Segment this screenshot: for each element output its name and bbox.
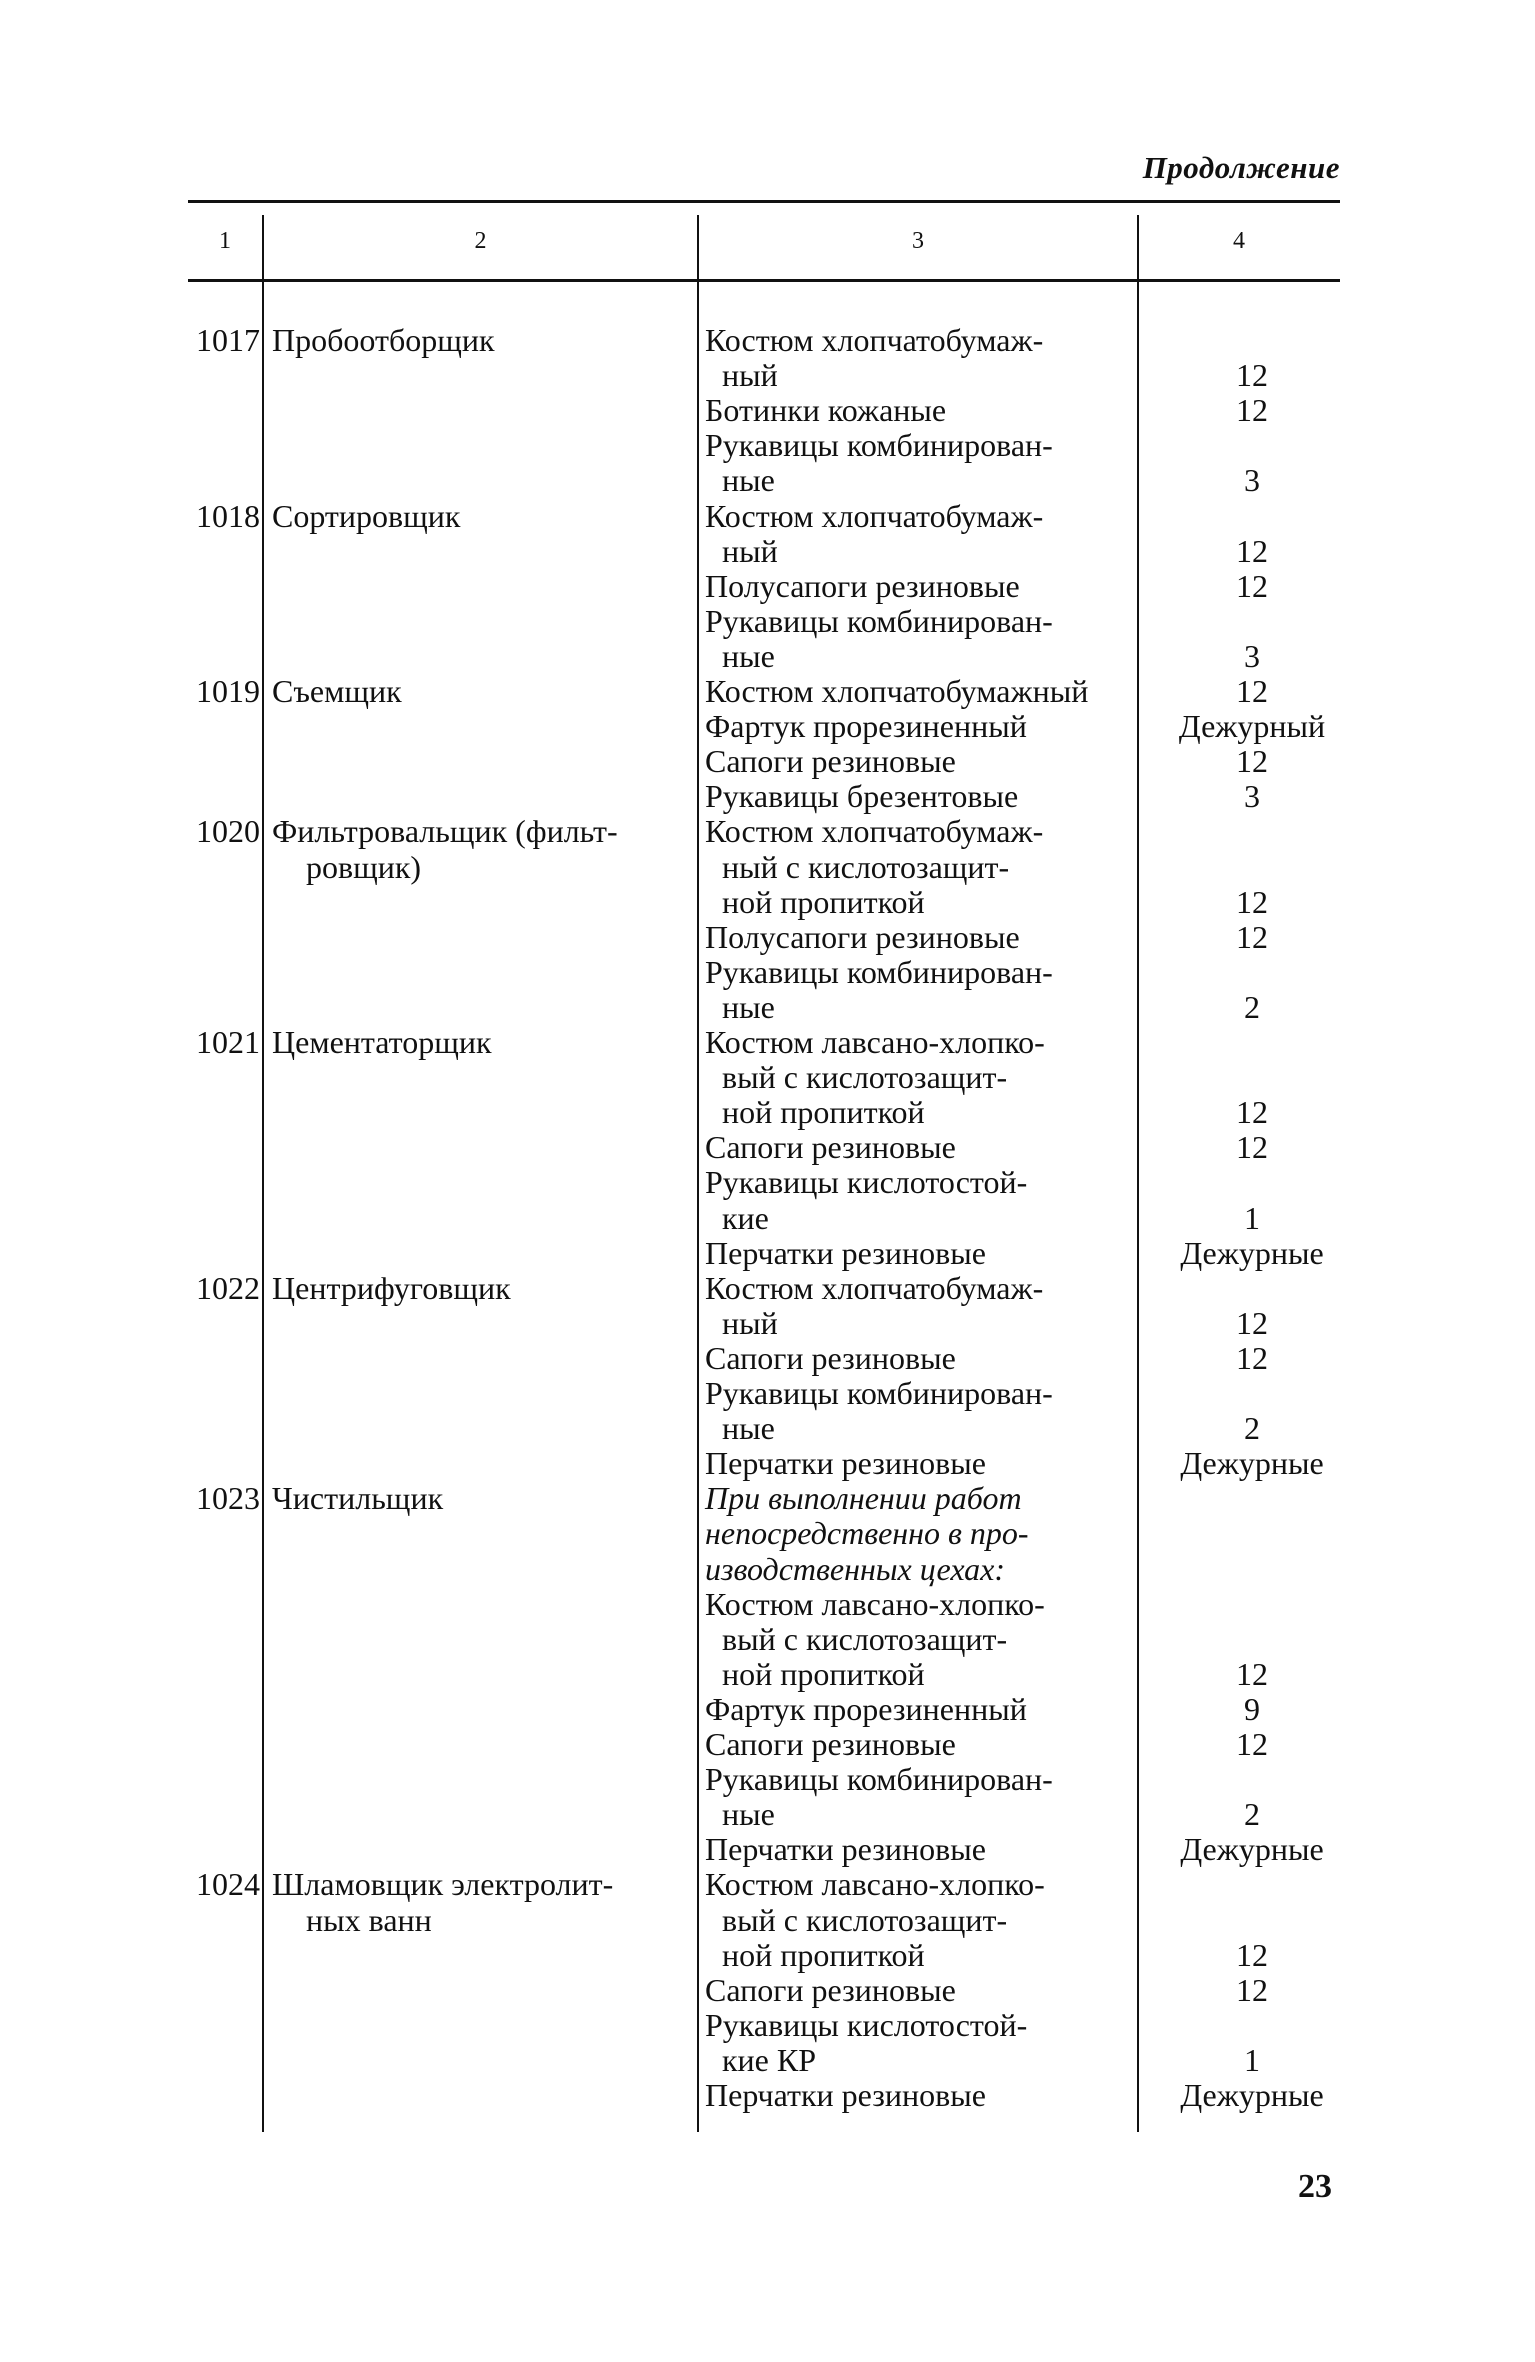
wear-period: 3 <box>1244 462 1260 499</box>
column-header: 3 <box>912 228 924 254</box>
wear-period: 12 <box>1236 673 1268 709</box>
item-name: Перчатки резиновые <box>705 1445 986 1482</box>
wear-period: Дежурные <box>1180 2077 1324 2113</box>
item-name: Рукавицы кислотостой- <box>705 2006 1028 2043</box>
profession-name: Сортировщик <box>272 497 461 534</box>
row-code: 1020 <box>196 813 260 850</box>
column-divider <box>697 215 699 2132</box>
item-note: непосредственно в про- <box>705 1515 1029 1552</box>
column-divider <box>1137 215 1139 2132</box>
profession-name: Центрифуговщик <box>272 1269 511 1306</box>
wear-period: Дежурный <box>1178 708 1326 745</box>
profession-name: Съемщик <box>272 673 402 709</box>
item-name: Перчатки резиновые <box>705 2077 986 2113</box>
item-name: Костюм хлопчатобумажный <box>705 673 1089 709</box>
item-name: ной пропиткой <box>722 1094 925 1131</box>
wear-period: 12 <box>1236 883 1268 920</box>
item-name: вый с кислотозащит- <box>722 1901 1008 1938</box>
row-code: 1021 <box>196 1024 260 1060</box>
wear-period: 12 <box>1236 743 1268 780</box>
page-number: 23 <box>1298 2168 1332 2205</box>
item-name: Рукавицы кислотостой- <box>705 1164 1028 1201</box>
item-name: Фартук прорезиненный <box>705 1690 1027 1727</box>
profession-name: Фильтровальщик (фильт- <box>272 813 618 850</box>
wear-period: 12 <box>1236 1094 1268 1131</box>
profession-name: ных ванн <box>306 1901 432 1938</box>
wear-period: 12 <box>1236 1726 1268 1762</box>
wear-period: 12 <box>1236 1655 1268 1692</box>
item-name: ный <box>722 1304 778 1341</box>
wear-period: 12 <box>1236 567 1268 604</box>
item-name: Полусапоги резиновые <box>705 567 1020 604</box>
item-name: Костюм лавсано-хлопко- <box>705 1024 1045 1060</box>
column-divider <box>262 215 264 2132</box>
wear-period: 12 <box>1236 532 1268 569</box>
item-name: Костюм лавсано-хлопко- <box>705 1866 1045 1903</box>
wear-period: 12 <box>1236 1971 1268 2008</box>
wear-period: 12 <box>1236 1129 1268 1166</box>
wear-period: Дежурные <box>1180 1831 1324 1868</box>
item-name: Перчатки резиновые <box>705 1831 986 1868</box>
column-header: 4 <box>1233 228 1245 254</box>
profession-name: Шламовщик электролит- <box>272 1866 614 1903</box>
item-name: Сапоги резиновые <box>705 743 956 780</box>
item-name: ный <box>722 357 778 394</box>
item-name: Костюм хлопчатобумаж- <box>705 497 1044 534</box>
item-name: Рукавицы комбинирован- <box>705 1375 1053 1411</box>
item-name: ный с кислотозащит- <box>722 848 1010 885</box>
wear-period: 1 <box>1244 2041 1260 2078</box>
row-code: 1024 <box>196 1866 260 1903</box>
item-name: ные <box>722 462 775 499</box>
row-code: 1019 <box>196 673 260 709</box>
wear-period: 12 <box>1236 918 1268 955</box>
item-name: кие <box>722 1199 769 1236</box>
continuation-label: Продолжение <box>1142 150 1340 185</box>
wear-period: 1 <box>1244 1199 1260 1236</box>
item-name: Костюм хлопчатобумаж- <box>705 813 1044 850</box>
column-header: 1 <box>219 228 231 254</box>
item-name: Полусапоги резиновые <box>705 918 1020 955</box>
item-name: ные <box>722 1796 775 1833</box>
wear-period: 12 <box>1236 392 1268 429</box>
item-name: Ботинки кожаные <box>705 392 947 429</box>
item-name: Рукавицы комбинирован- <box>705 1761 1053 1798</box>
table-top-rule <box>188 200 1340 203</box>
wear-period: 12 <box>1236 1936 1268 1973</box>
wear-period: 9 <box>1244 1690 1260 1727</box>
item-name: ные <box>722 1410 775 1447</box>
wear-period: Дежурные <box>1180 1445 1324 1482</box>
item-name: ные <box>722 637 775 674</box>
row-code: 1018 <box>196 497 260 534</box>
profession-name: Цементаторщик <box>272 1024 492 1060</box>
item-name: ной пропиткой <box>722 1936 925 1973</box>
profession-name: Чистильщик <box>272 1480 444 1517</box>
item-name: ной пропиткой <box>722 1655 925 1692</box>
item-name: вый с кислотозащит- <box>722 1620 1008 1657</box>
wear-period: 2 <box>1244 1410 1260 1447</box>
row-code: 1022 <box>196 1269 260 1306</box>
wear-period: 12 <box>1236 1304 1268 1341</box>
item-name: Костюм хлопчатобумаж- <box>705 1269 1044 1306</box>
wear-period: 3 <box>1244 778 1260 815</box>
item-name: Рукавицы комбинирован- <box>705 953 1053 990</box>
item-name: Сапоги резиновые <box>705 1971 956 2008</box>
item-name: Сапоги резиновые <box>705 1129 956 1166</box>
row-code: 1017 <box>196 322 260 358</box>
item-name: Костюм лавсано-хлопко- <box>705 1585 1045 1622</box>
row-code: 1023 <box>196 1480 260 1517</box>
wear-period: 2 <box>1244 1796 1260 1833</box>
item-name: Рукавицы брезентовые <box>705 778 1019 815</box>
item-name: Рукавицы комбинирован- <box>705 602 1053 639</box>
profession-name: ровщик) <box>306 848 422 885</box>
item-name: Перчатки резиновые <box>705 1234 986 1271</box>
wear-period: 2 <box>1244 988 1260 1025</box>
column-header: 2 <box>474 228 487 254</box>
item-name: ный <box>722 532 778 569</box>
profession-name: Пробоотборщик <box>272 322 495 358</box>
wear-period: 12 <box>1236 357 1268 394</box>
header-bottom-rule <box>188 279 1340 282</box>
item-name: Фартук прорезиненный <box>705 708 1027 745</box>
item-name: Костюм хлопчатобумаж- <box>705 322 1044 358</box>
wear-period: 12 <box>1236 1339 1268 1376</box>
item-name: Сапоги резиновые <box>705 1726 956 1762</box>
item-name: ные <box>722 988 775 1025</box>
wear-period: Дежурные <box>1180 1234 1324 1271</box>
item-name: вый с кислотозащит- <box>722 1059 1008 1096</box>
item-name: Сапоги резиновые <box>705 1339 956 1376</box>
item-name: кие КР <box>722 2041 817 2078</box>
item-name: ной пропиткой <box>722 883 925 920</box>
wear-period: 3 <box>1244 637 1260 674</box>
item-name: Рукавицы комбинирован- <box>705 427 1053 464</box>
item-note: изводственных цехах: <box>705 1550 1005 1587</box>
item-note: При выполнении работ <box>705 1480 1022 1517</box>
